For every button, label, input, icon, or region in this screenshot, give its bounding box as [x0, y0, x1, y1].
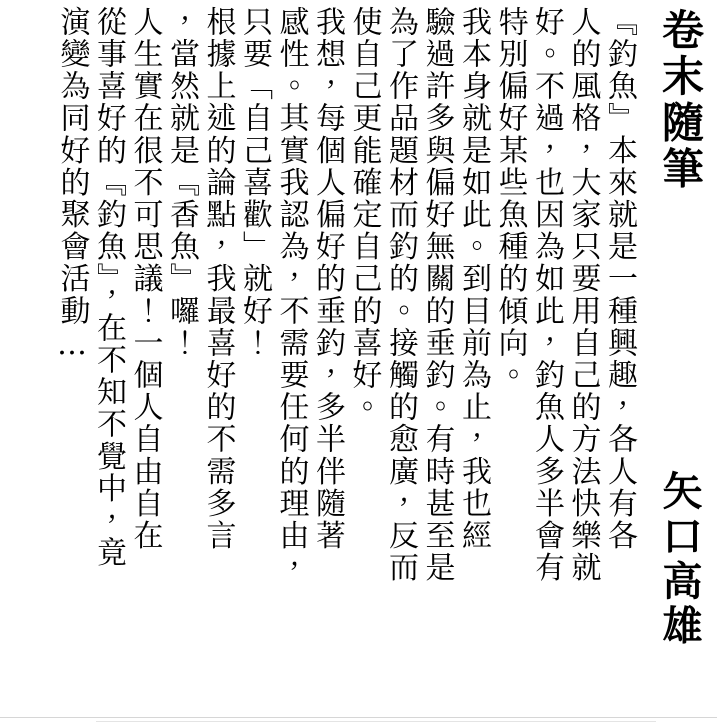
body-column: 從事喜好的『釣魚』，在不知不覺中，竟	[91, 6, 126, 569]
body-column: 為了作品題材而釣的。接觸的愈廣，反而	[383, 6, 418, 584]
body-column: ，當然就是『香魚』囉！	[164, 6, 199, 360]
section-title: 卷末隨筆	[656, 8, 705, 193]
body-column: 特別偏好某些魚種的傾向。	[492, 6, 528, 392]
body-column: 人的風格，大家只要用自己的方法快樂就	[565, 6, 601, 584]
body-column: 根據上述的論點，我最喜好的不需多言	[200, 6, 236, 552]
body-column: 驗過許多與偏好無關的垂釣。有時甚至是	[419, 6, 455, 584]
body-column: 『釣魚』本來就是一種興趣，各人有各	[602, 6, 637, 552]
body-column: 感性。其實我認為，不需要任何的理由，	[273, 6, 309, 584]
body-column: 演變為同好的聚會活動…	[54, 6, 90, 365]
body-column: 只要「自己喜歡」就好！	[237, 6, 272, 360]
body-column: 使自己更能確定自己的喜好。	[346, 6, 382, 424]
body-column: 我想，每個人偏好的垂釣，多半伴隨著	[310, 6, 345, 552]
author-name: 矢口高雄	[656, 470, 703, 650]
page-bottom-rule-secondary	[96, 721, 656, 722]
page-bottom-rule	[0, 717, 717, 718]
body-column: 人生實在很不可思議！一個人自由自在	[127, 6, 163, 552]
body-column: 好。不過，也因為如此，釣魚人多半會有	[529, 6, 564, 584]
body-column: 我本身就是如此。到目前為止，我也經	[456, 6, 491, 552]
